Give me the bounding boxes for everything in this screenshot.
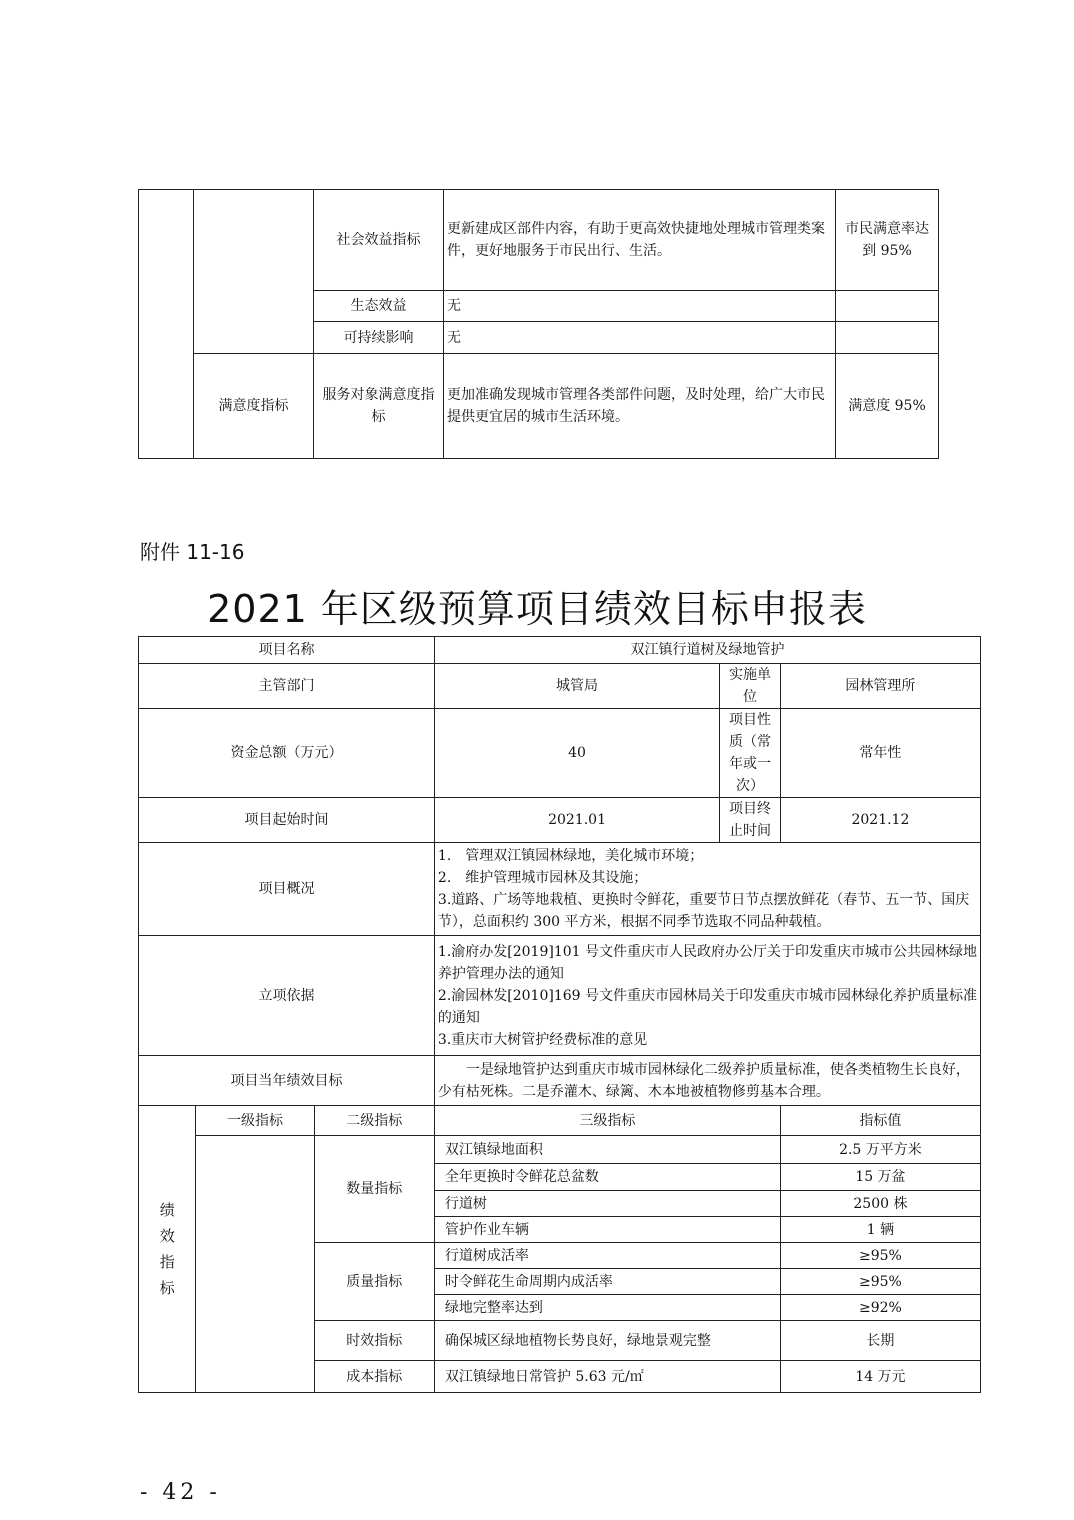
table-cell: 市民满意率达到 95% <box>836 190 939 291</box>
indicator-value: 1 辆 <box>780 1217 980 1243</box>
cost-label: 成本指标 <box>314 1361 434 1393</box>
indicator-value: ≥92% <box>780 1295 980 1321</box>
indicator-value: 14 万元 <box>780 1361 980 1393</box>
goal-label: 项目当年绩效目标 <box>139 1056 435 1106</box>
fund-value: 40 <box>434 709 719 798</box>
page-number: - 42 - <box>140 1480 221 1505</box>
indicator-value: 15 万盆 <box>780 1164 980 1191</box>
impl-label: 实施单位 <box>720 664 781 709</box>
table-cell: 更新建成区部件内容，有助于更高效快捷地处理城市管理类案件，更好地服务于市民出行、生活。 <box>444 190 836 291</box>
project-form-table <box>138 636 981 1393</box>
attachment-label: 附件 11-16 <box>140 540 245 564</box>
basis-line: 1.渝府办发[2019]101 号文件重庆市人民政府办公厅关于印发重庆市城市公共园林绿地养护管理办法的通知 <box>437 943 977 982</box>
nature-value: 常年性 <box>780 709 980 798</box>
fund-label: 资金总额（万元） <box>139 709 435 798</box>
indicator-name: 管护作业车辆 <box>434 1217 780 1243</box>
indicator-value: ≥95% <box>780 1243 980 1269</box>
project-name-label: 项目名称 <box>139 637 435 664</box>
header-level3: 三级指标 <box>434 1106 780 1136</box>
table-cell <box>836 322 939 354</box>
indicator-name: 时令鲜花生命周期内成活率 <box>434 1269 780 1295</box>
header-level2: 二级指标 <box>314 1106 434 1136</box>
basis-line: 2.渝园林发[2010]169 号文件重庆市园林局关于印发重庆市城市园林绿化养护质量标准的通知 <box>437 987 977 1026</box>
overview-content <box>434 843 980 936</box>
indicator-name: 绿地完整率达到 <box>434 1295 780 1321</box>
table-cell <box>836 291 939 322</box>
indicator-name: 行道树成活率 <box>434 1243 780 1269</box>
dept-value: 城管局 <box>434 664 719 709</box>
indicators-vertical-label: 绩 效 指 标 <box>139 1106 196 1393</box>
overview-label: 项目概况 <box>139 843 435 936</box>
table-cell: 生态效益 <box>314 291 444 322</box>
timeliness-label: 时效指标 <box>314 1321 434 1361</box>
table-cell: 可持续影响 <box>314 322 444 354</box>
quality-label: 质量指标 <box>314 1243 434 1321</box>
overview-line: 3.道路、广场等地栽植、更换时令鲜花，重要节日节点摆放鲜花（春节、五一节、国庆节），总面积约 300 平方米，根据不同季节选取不同品种载植。 <box>437 892 970 930</box>
indicator-value: 2500 株 <box>780 1191 980 1217</box>
project-name-value: 双江镇行道树及绿地管护 <box>434 637 980 664</box>
nature-label: 项目性质（常年或一次） <box>720 709 781 798</box>
indicator-name: 双江镇绿地面积 <box>434 1136 780 1164</box>
indicator-name: 全年更换时令鲜花总盆数 <box>434 1164 780 1191</box>
impl-value: 园林管理所 <box>780 664 980 709</box>
table-cell: 社会效益指标 <box>314 190 444 291</box>
indicator-value: 长期 <box>780 1321 980 1361</box>
table-cell-empty <box>139 190 194 459</box>
overview-line: 1. 管理双江镇园林绿地，美化城市环境； <box>437 848 704 864</box>
overview-line: 2. 维护管理城市园林及其设施； <box>437 870 648 886</box>
table-cell: 服务对象满意度指标 <box>314 354 444 459</box>
dept-label: 主管部门 <box>139 664 435 709</box>
end-label: 项目终止时间 <box>720 798 781 843</box>
table-cell: 无 <box>444 322 836 354</box>
table-cell: 更加准确发现城市管理各类部件问题，及时处理，给广大市民提供更宜居的城市生活环境。 <box>444 354 836 459</box>
indicator-name: 确保城区绿地植物长势良好，绿地景观完整 <box>434 1321 780 1361</box>
start-label: 项目起始时间 <box>139 798 435 843</box>
end-value: 2021.12 <box>780 798 980 843</box>
goal-content: 一是绿地管护达到重庆市城市园林绿化二级养护质量标准，使各类植物生长良好，少有枯死株。二是乔灌木、绿篱、木本地被植物修剪基本合理。 <box>434 1056 980 1106</box>
table-cell: 无 <box>444 291 836 322</box>
page-title: 2021 年区级预算项目绩效目标申报表 <box>207 587 867 631</box>
table-cell: 满意度 95% <box>836 354 939 459</box>
basis-line: 3.重庆市大树管护经费标准的意见 <box>437 1031 648 1048</box>
indicator-value: ≥95% <box>780 1269 980 1295</box>
table-cell-empty <box>194 190 314 354</box>
quantity-label: 数量指标 <box>314 1136 434 1243</box>
basis-label: 立项依据 <box>139 936 435 1056</box>
header-value: 指标值 <box>780 1106 980 1136</box>
header-level1: 一级指标 <box>196 1106 314 1136</box>
indicator-name: 行道树 <box>434 1191 780 1217</box>
indicator-value: 2.5 万平方米 <box>780 1136 980 1164</box>
basis-content <box>434 936 980 1056</box>
indicator-name: 双江镇绿地日常管护 5.63 元/㎡ <box>434 1361 780 1393</box>
table-cell: 满意度指标 <box>194 354 314 459</box>
continuation-table <box>138 189 939 459</box>
table-cell-empty <box>196 1136 314 1393</box>
start-value: 2021.01 <box>434 798 719 843</box>
